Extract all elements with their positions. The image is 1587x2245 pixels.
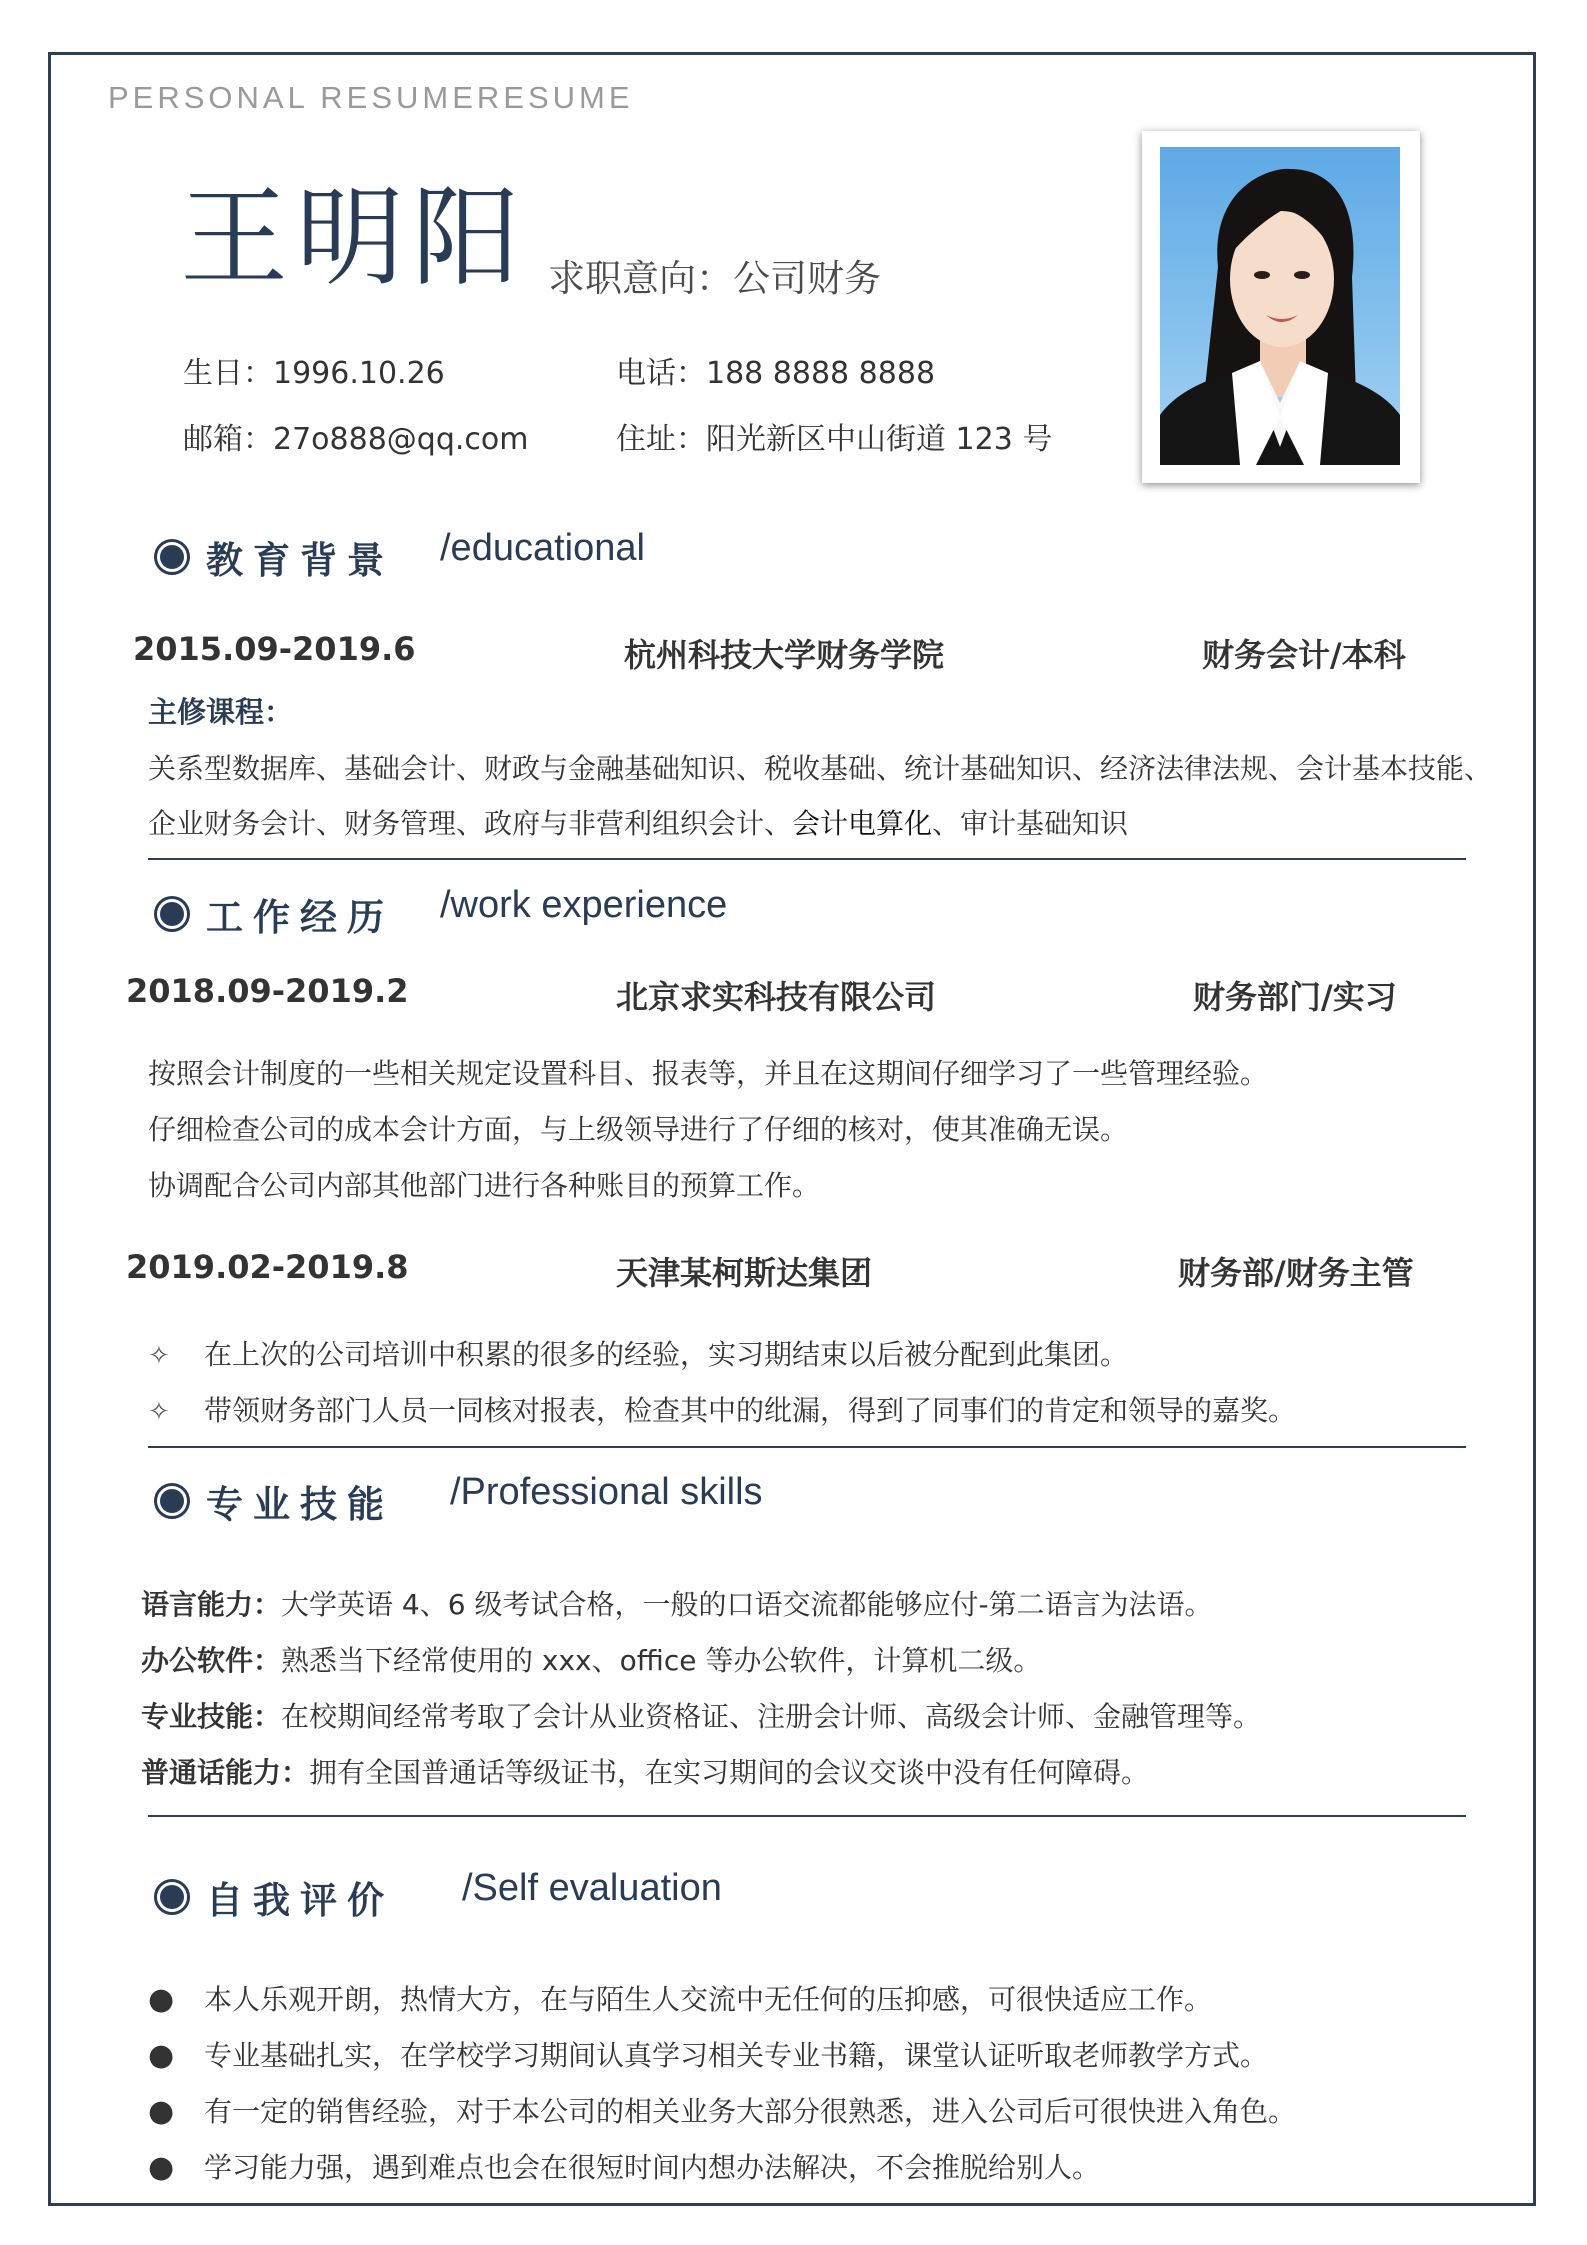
self-item — [148, 2034, 1268, 2074]
dot-bullet-icon: ● — [148, 2150, 175, 2185]
header-label: PERSONAL RESUMERESUME — [108, 80, 634, 115]
dot-bullet-icon: ● — [148, 1982, 175, 2017]
radio-dot-icon — [154, 896, 190, 932]
radio-dot-icon — [154, 539, 190, 575]
work-heading — [154, 887, 394, 941]
sparkle-bullet-icon: ✧ — [148, 1341, 170, 1371]
skill-text: 熟悉当下经常使用的 xxx、office 等办公软件，计算机二级。 — [281, 1644, 1042, 1677]
job2-period: 2019.02-2019.8 — [126, 1248, 409, 1286]
self-item-text: 有一定的销售经验，对于本公司的相关业务大部分很熟悉，进入公司后可很快进入角色。 — [204, 2095, 1297, 2128]
skill-label: 专业技能： — [141, 1700, 282, 1733]
work-title-en: /work experience — [440, 884, 728, 926]
self-item — [148, 2146, 1100, 2186]
courses-line-2-a: 企业财务会计、财务管理、政府与非营利组织会计、 — [148, 807, 793, 840]
courses-label: 主修课程： — [148, 695, 294, 729]
self-title-cn: 自我评价 — [206, 1879, 394, 1922]
courses-line-2-b: 会计电算化 — [792, 807, 933, 840]
job-intent: 求职意向：公司财务 — [548, 257, 881, 300]
job1-period: 2018.09-2019.2 — [126, 972, 409, 1010]
candidate-name: 王明阳 — [180, 176, 529, 301]
skill-text: 在校期间经常考取了会计从业资格证、注册会计师、高级会计师、金融管理等。 — [281, 1700, 1262, 1733]
job1-line: 协调配合公司内部其他部门进行各种账目的预算工作。 — [148, 1169, 821, 1202]
skill-item — [141, 1639, 1041, 1679]
portrait-photo — [1142, 131, 1420, 483]
job1-line: 按照会计制度的一些相关规定设置科目、报表等，并且在这期间仔细学习了一些管理经验。 — [148, 1057, 1269, 1090]
section-divider — [148, 1815, 1466, 1817]
skill-label: 办公软件： — [141, 1644, 282, 1677]
dot-bullet-icon: ● — [148, 2094, 175, 2129]
skill-text: 拥有全国普通话等级证书，在实习期间的会议交谈中没有任何障碍。 — [309, 1756, 1150, 1789]
skills-heading — [154, 1474, 394, 1528]
courses-line-1: 关系型数据库、基础会计、财政与金融基础知识、税收基础、统计基础知识、经济法律法规、会计基本技能、 — [148, 752, 1493, 785]
skill-label: 普通话能力： — [141, 1756, 310, 1789]
job1-company: 北京求实科技有限公司 — [616, 978, 937, 1016]
address: 住址：阳光新区中山街道 123 号 — [616, 422, 1053, 457]
skills-title-cn: 专业技能 — [206, 1483, 394, 1526]
self-heading — [154, 1870, 394, 1924]
radio-dot-icon — [154, 1879, 190, 1915]
education-heading — [154, 530, 394, 584]
skill-item — [141, 1751, 1149, 1791]
edu-period: 2015.09-2019.6 — [133, 630, 416, 668]
skill-text: 大学英语 4、6 级考试合格，一般的口语交流都能够应付-第二语言为法语。 — [281, 1588, 1213, 1621]
email: 邮箱：27o888@qq.com — [183, 422, 529, 457]
job2-role: 财务部/财务主管 — [1178, 1254, 1414, 1292]
self-item-text: 学习能力强，遇到难点也会在很短时间内想办法解决，不会推脱给别人。 — [204, 2151, 1101, 2184]
job1-line: 仔细检查公司的成本会计方面，与上级领导进行了仔细的核对，使其准确无误。 — [148, 1113, 1129, 1146]
section-divider — [148, 1446, 1466, 1448]
skills-title-en: /Professional skills — [450, 1471, 763, 1513]
self-item-text: 本人乐观开朗，热情大方，在与陌生人交流中无任何的压抑感，可很快适应工作。 — [204, 1983, 1213, 2016]
job2-item-text: 在上次的公司培训中积累的很多的经验，实习期结束以后被分配到此集团。 — [204, 1338, 1129, 1371]
skill-item — [141, 1583, 1213, 1623]
job2-item-text: 带领财务部门人员一同核对报表，检查其中的纰漏，得到了同事们的肯定和领导的嘉奖。 — [204, 1394, 1297, 1427]
sparkle-bullet-icon: ✧ — [148, 1397, 170, 1427]
phone: 电话：188 8888 8888 — [616, 356, 936, 391]
dot-bullet-icon: ● — [148, 2038, 175, 2073]
edu-school: 杭州科技大学财务学院 — [624, 636, 945, 674]
self-item — [148, 1978, 1212, 2018]
skill-item — [141, 1695, 1261, 1735]
work-title-cn: 工作经历 — [206, 896, 394, 939]
job2-item — [148, 1389, 1296, 1429]
self-title-en: /Self evaluation — [462, 1867, 722, 1909]
education-title-cn: 教育背景 — [206, 539, 394, 582]
edu-degree: 财务会计/本科 — [1202, 636, 1406, 674]
radio-dot-icon — [154, 1483, 190, 1519]
birthday: 生日：1996.10.26 — [183, 356, 445, 391]
job2-item — [148, 1333, 1128, 1373]
skill-label: 语言能力： — [141, 1588, 282, 1621]
job1-role: 财务部门/实习 — [1193, 978, 1397, 1016]
self-item-text: 专业基础扎实，在学校学习期间认真学习相关专业书籍，课堂认证听取老师教学方式。 — [204, 2039, 1269, 2072]
courses-line-2 — [148, 802, 1128, 842]
self-item — [148, 2090, 1296, 2130]
education-title-en: /educational — [440, 527, 645, 569]
job2-company: 天津某柯斯达集团 — [616, 1254, 873, 1292]
section-divider — [148, 858, 1466, 860]
courses-line-2-c: 、审计基础知识 — [932, 807, 1129, 840]
